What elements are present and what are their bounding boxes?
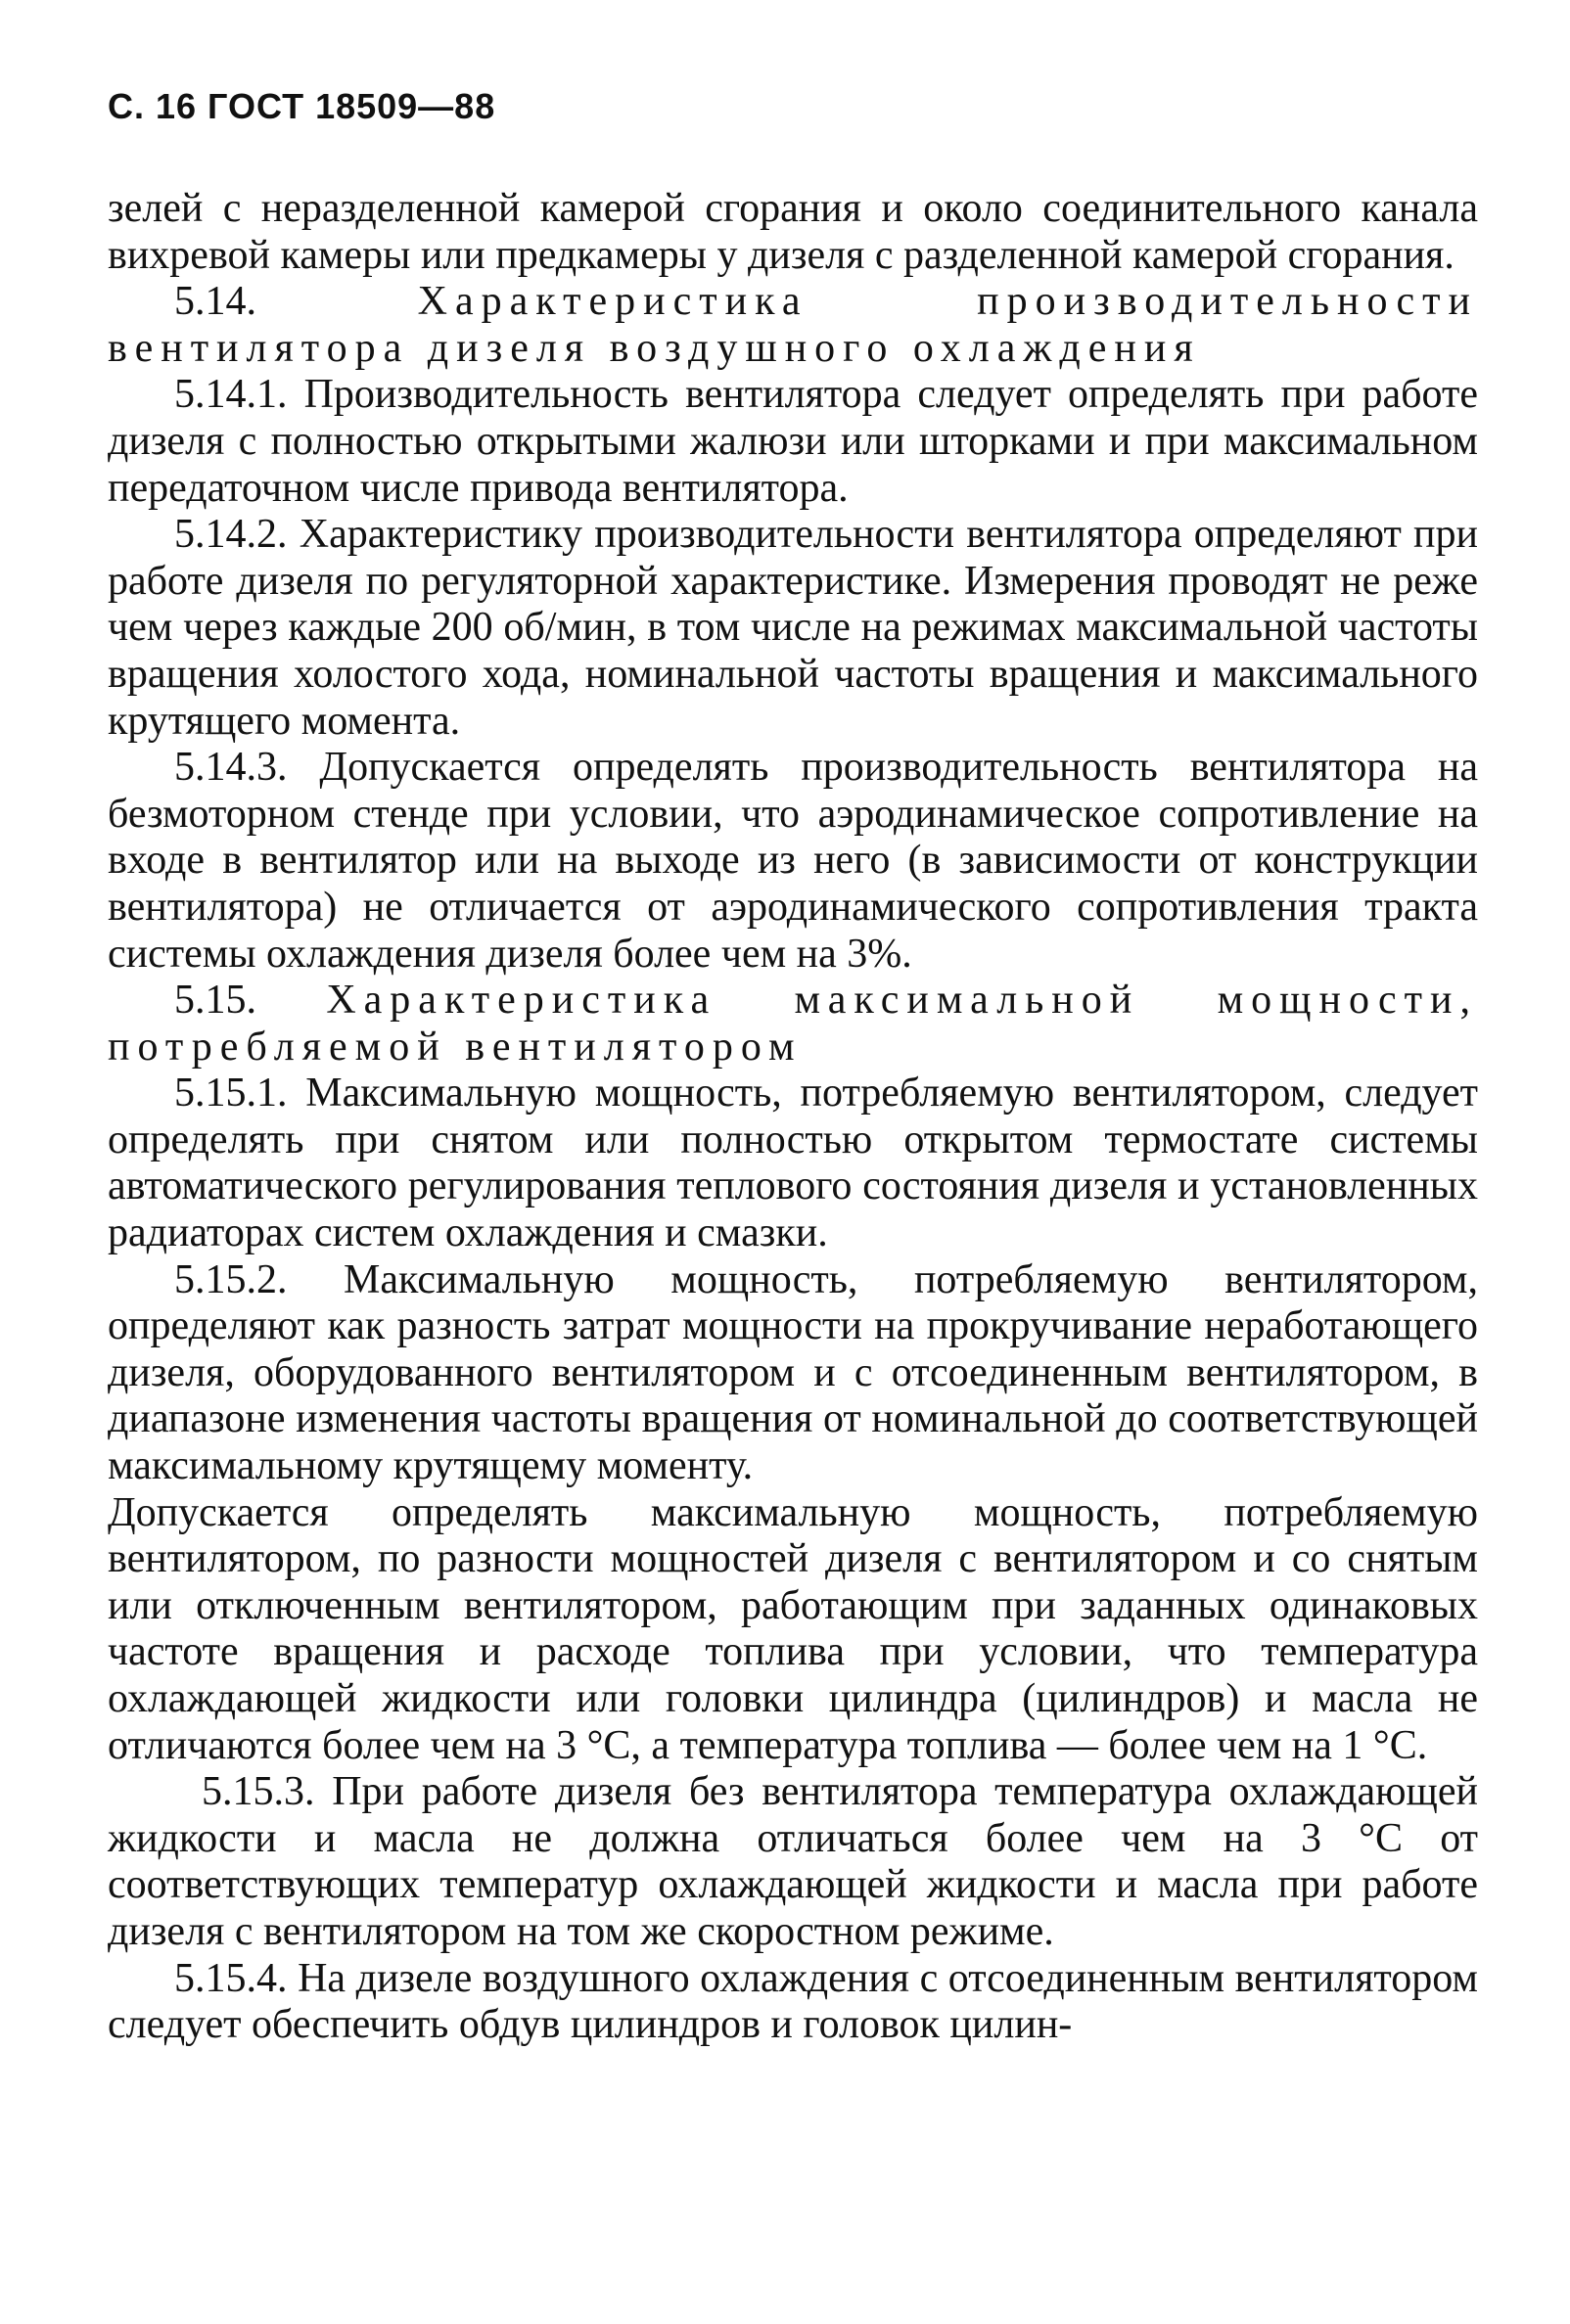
section-heading-5-14 (108, 279, 1478, 372)
section-number: 5.15. (174, 978, 256, 1024)
paragraph-5-15-3: 5.15.3. При работе дизеля без вентилятора температура охлаждающей жидкости и масла не должна отличаться более чем на 3 °С от соответствующих температур охлаждающей жидкости и масла при работе дизеля с вентилятором на том же скоростном режиме. (108, 1769, 1478, 1954)
running-header: С. 16 ГОСТ 18509—88 (108, 86, 496, 126)
paragraph-5-14-3: 5.14.3. Допускается определять производительность вентилятора на безмоторном стенде при условии, что аэродинамическое сопротивление на входе в вентилятор или на выходе из него (в зависимости от конструкции вентилятора) не отличается от аэродинамического сопротивления тракта системы охлаждения дизеля более чем на 3%. (108, 745, 1478, 977)
paragraph-5-15-1: 5.15.1. Максимальную мощность, потребляемую вентилятором, следует определять при снятом или полностью открытом термостате системы автоматического регулирования теплового состояния дизеля и установленных радиаторах систем охлаждения и смазки. (108, 1071, 1478, 1256)
document-page (108, 86, 1478, 2049)
paragraph-5-15-4: 5.15.4. На дизеле воздушного охлаждения с отсоединенным вентилятором следует обеспечить обдув цилиндров и головок цилин- (108, 1955, 1478, 2048)
paragraph-5-14-2: 5.14.2. Характеристику производительности вентилятора определяют при работе дизеля по регуляторной характеристике. Измерения проводят не реже чем через каждые 200 об/мин, в том числе на режимах максимальной частоты вращения холостого хода, номинальной частоты вращения и максимального крутящего момента. (108, 512, 1478, 744)
section-number: 5.14. (174, 279, 256, 325)
section-title: Характеристика производительности вентилятора дизеля воздушного охлаждения (108, 279, 1478, 371)
document-body (108, 186, 1478, 2049)
paragraph-5-15-2-note: Допускается определять максимальную мощность, потребляемую вентилятором, по разности мощностей дизеля с вентилятором и со снятым или отключенным вентилятором, работающим при заданных одинаковых частоте вращения и расходе топлива при условии, что температура охлаждающей жидкости или головки цилиндра (цилиндров) и масла не отличаются более чем на 3 °С, а температура топлива — более чем на 1 °С. (108, 1489, 1478, 1768)
paragraph-5-14-1: 5.14.1. Производительность вентилятора следует определять при работе дизеля с полностью открытыми жалюзи или шторками и при максимальном передаточном числе привода вентилятора. (108, 372, 1478, 511)
paragraph-5-15-2: 5.15.2. Максимальную мощность, потребляемую вентилятором, определяют как разность затрат мощности на прокручивание неработающего дизеля, оборудованного вентилятором и с отсоединенным вентилятором, в диапазоне изменения частоты вращения от номинальной до соответствующей максимальному крутящему моменту. (108, 1256, 1478, 1489)
section-heading-5-15 (108, 978, 1478, 1071)
paragraph-continuation: зелей с неразделенной камерой сгорания и около соединительного канала вихревой камеры или предкамеры у дизеля с разделенной камерой сгорания. (108, 186, 1478, 278)
section-title: Характеристика максимальной мощности, потребляемой вентилятором (108, 978, 1478, 1070)
